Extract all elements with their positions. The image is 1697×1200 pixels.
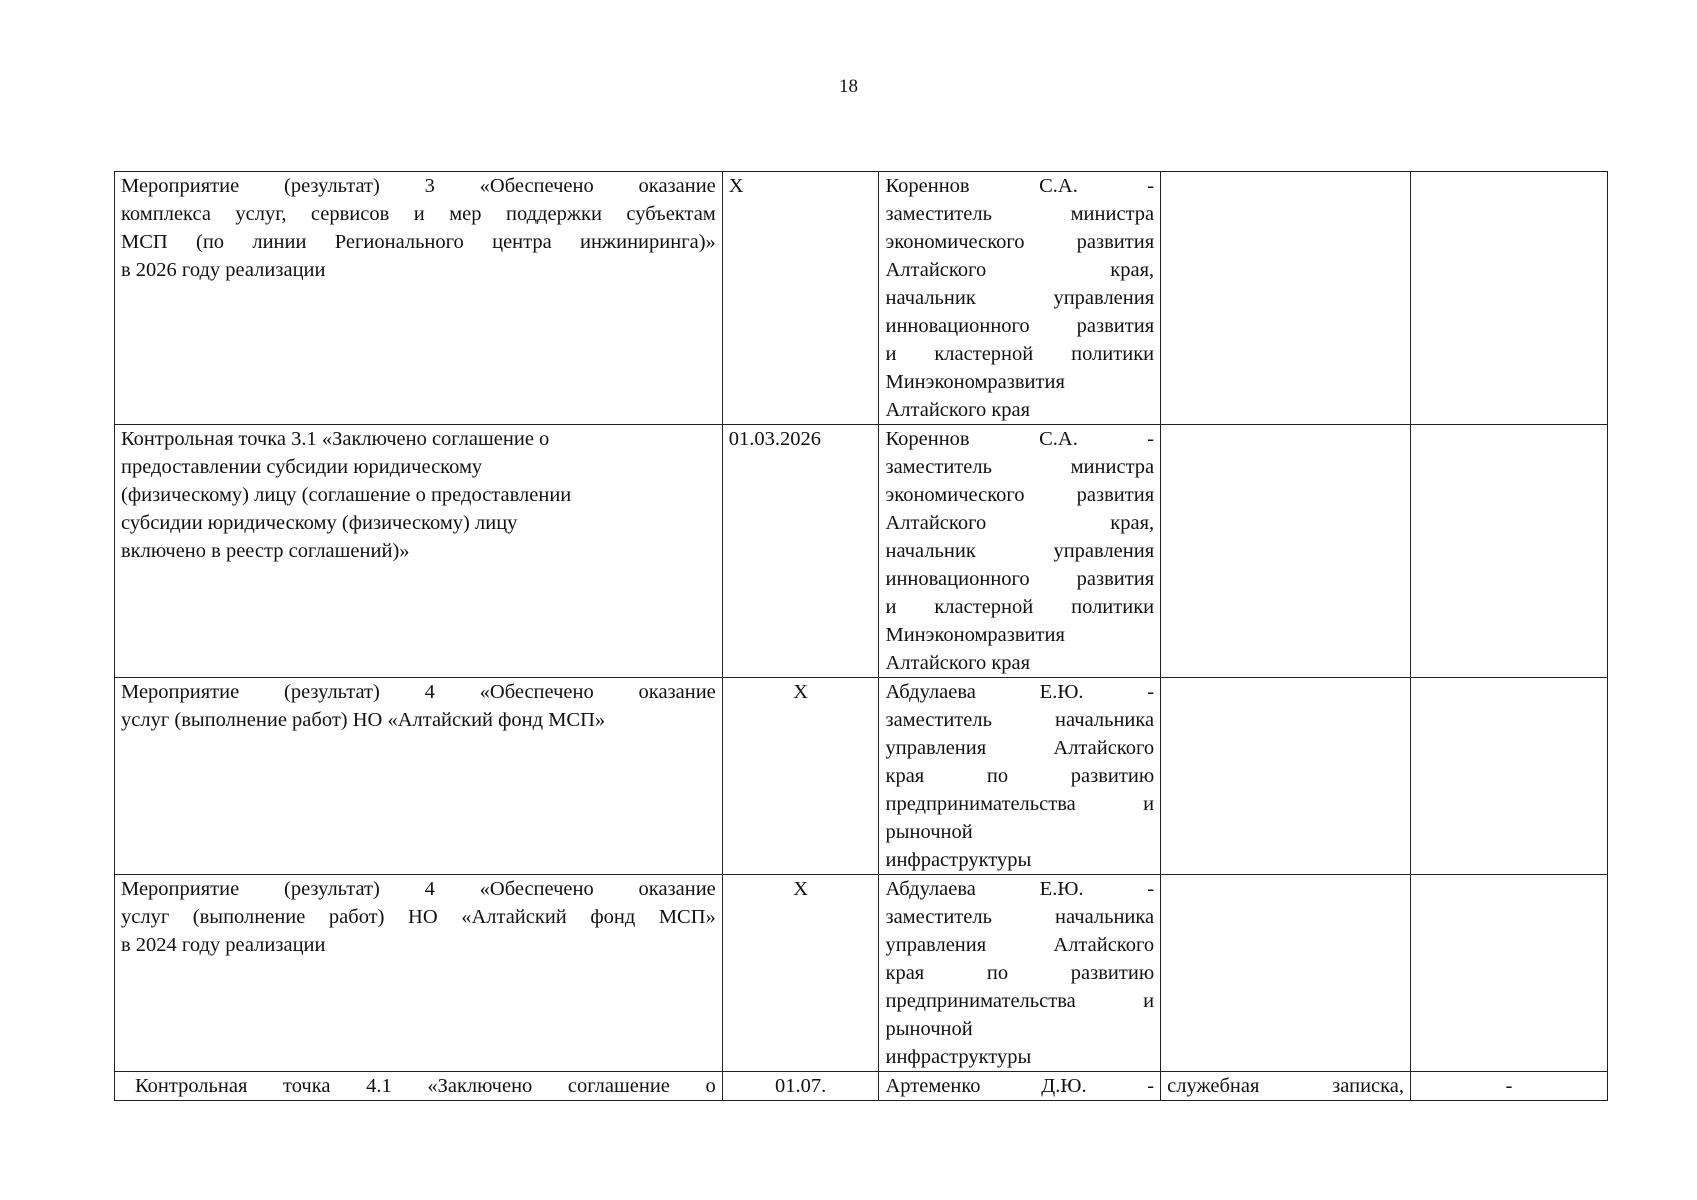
date-cell: X — [722, 875, 879, 1072]
responsible-line: и кластерной политики — [885, 343, 1155, 365]
task-cell — [115, 172, 723, 425]
task-line: (физическому) лицу (соглашение о предоставлении — [121, 484, 572, 506]
task-cell — [115, 875, 723, 1072]
responsible-line: Артеменко Д.Ю. - — [885, 1075, 1155, 1097]
note-cell — [1411, 875, 1608, 1072]
task-line: субсидии юридическому (физическому) лицу — [121, 512, 518, 534]
responsible-line: края по развитию — [885, 765, 1155, 787]
responsible-line: заместитель министра — [885, 456, 1155, 478]
responsible-line: и кластерной политики — [885, 596, 1155, 618]
plan-table — [114, 171, 1608, 1101]
responsible-cell — [879, 172, 1161, 425]
responsible-line: Алтайского края — [885, 652, 1031, 674]
note-cell — [1411, 678, 1608, 875]
responsible-cell — [879, 1072, 1161, 1101]
document-cell — [1161, 425, 1411, 678]
document-cell: служебная записка, — [1161, 1072, 1411, 1101]
task-line: Контрольная точка 4.1 «Заключено соглашение о — [135, 1075, 716, 1097]
date-cell: 01.07. — [722, 1072, 879, 1101]
task-line: услуг (выполнение работ) НО «Алтайский фонд МСП» — [121, 906, 716, 928]
responsible-line: инфраструктуры — [885, 1046, 1032, 1068]
task-line: Мероприятие (результат) 4 «Обеспечено оказание — [121, 681, 716, 703]
task-line: Контрольная точка 3.1 «Заключено соглашение о — [121, 428, 550, 450]
note-cell — [1411, 425, 1608, 678]
task-line: в 2026 году реализации — [121, 259, 326, 281]
responsible-line: инновационного развития — [885, 568, 1155, 590]
date-cell: X — [722, 678, 879, 875]
responsible-line: рыночной — [885, 821, 973, 843]
document-cell — [1161, 172, 1411, 425]
responsible-line: края по развитию — [885, 962, 1155, 984]
responsible-line: Абдулаева Е.Ю. - — [885, 878, 1155, 900]
task-line: услуг (выполнение работ) НО «Алтайский фонд МСП» — [121, 709, 606, 731]
responsible-line: заместитель начальника — [885, 709, 1155, 731]
table-row — [115, 425, 1608, 678]
table-row — [115, 172, 1608, 425]
page-number: 18 — [839, 76, 858, 97]
responsible-cell — [879, 425, 1161, 678]
responsible-line: начальник управления — [885, 540, 1155, 562]
responsible-line: начальник управления — [885, 287, 1155, 309]
date-cell: 01.03.2026 — [722, 425, 879, 678]
responsible-line: экономического развития — [885, 231, 1155, 253]
task-line: Мероприятие (результат) 3 «Обеспечено оказание — [121, 175, 716, 197]
date-cell: X — [722, 172, 879, 425]
responsible-line: заместитель начальника — [885, 906, 1155, 928]
responsible-line: Кореннов С.А. - — [885, 428, 1155, 450]
task-cell — [115, 1072, 723, 1101]
responsible-cell — [879, 678, 1161, 875]
task-line: в 2024 году реализации — [121, 934, 326, 956]
note-cell — [1411, 172, 1608, 425]
responsible-line: Кореннов С.А. - — [885, 175, 1155, 197]
task-line: включено в реестр соглашений)» — [121, 540, 410, 562]
table-row — [115, 1072, 1608, 1101]
responsible-line: Абдулаева Е.Ю. - — [885, 681, 1155, 703]
responsible-line: Минэкономразвития — [885, 624, 1065, 646]
responsible-line: заместитель министра — [885, 203, 1155, 225]
table-row — [115, 875, 1608, 1072]
responsible-line: управления Алтайского — [885, 934, 1155, 956]
document-cell — [1161, 678, 1411, 875]
responsible-line: Минэкономразвития — [885, 371, 1065, 393]
responsible-line: Алтайского края — [885, 399, 1031, 421]
responsible-line: предпринимательства и — [885, 990, 1155, 1012]
responsible-line: Алтайского края, — [885, 512, 1155, 534]
task-cell — [115, 425, 723, 678]
responsible-line: рыночной — [885, 1018, 973, 1040]
responsible-line: инфраструктуры — [885, 849, 1032, 871]
task-line: МСП (по линии Регионального центра инжиниринга)» — [121, 231, 716, 253]
responsible-line: управления Алтайского — [885, 737, 1155, 759]
responsible-line: предпринимательства и — [885, 793, 1155, 815]
table-row — [115, 678, 1608, 875]
responsible-line: экономического развития — [885, 484, 1155, 506]
responsible-cell — [879, 875, 1161, 1072]
task-line: комплекса услуг, сервисов и мер поддержки субъектам — [121, 203, 716, 225]
note-cell: - — [1411, 1072, 1608, 1101]
responsible-line: Алтайского края, — [885, 259, 1155, 281]
task-line: предоставлении субсидии юридическому — [121, 456, 483, 478]
task-cell — [115, 678, 723, 875]
document-cell — [1161, 875, 1411, 1072]
task-line: Мероприятие (результат) 4 «Обеспечено оказание — [121, 878, 716, 900]
responsible-line: инновационного развития — [885, 315, 1155, 337]
